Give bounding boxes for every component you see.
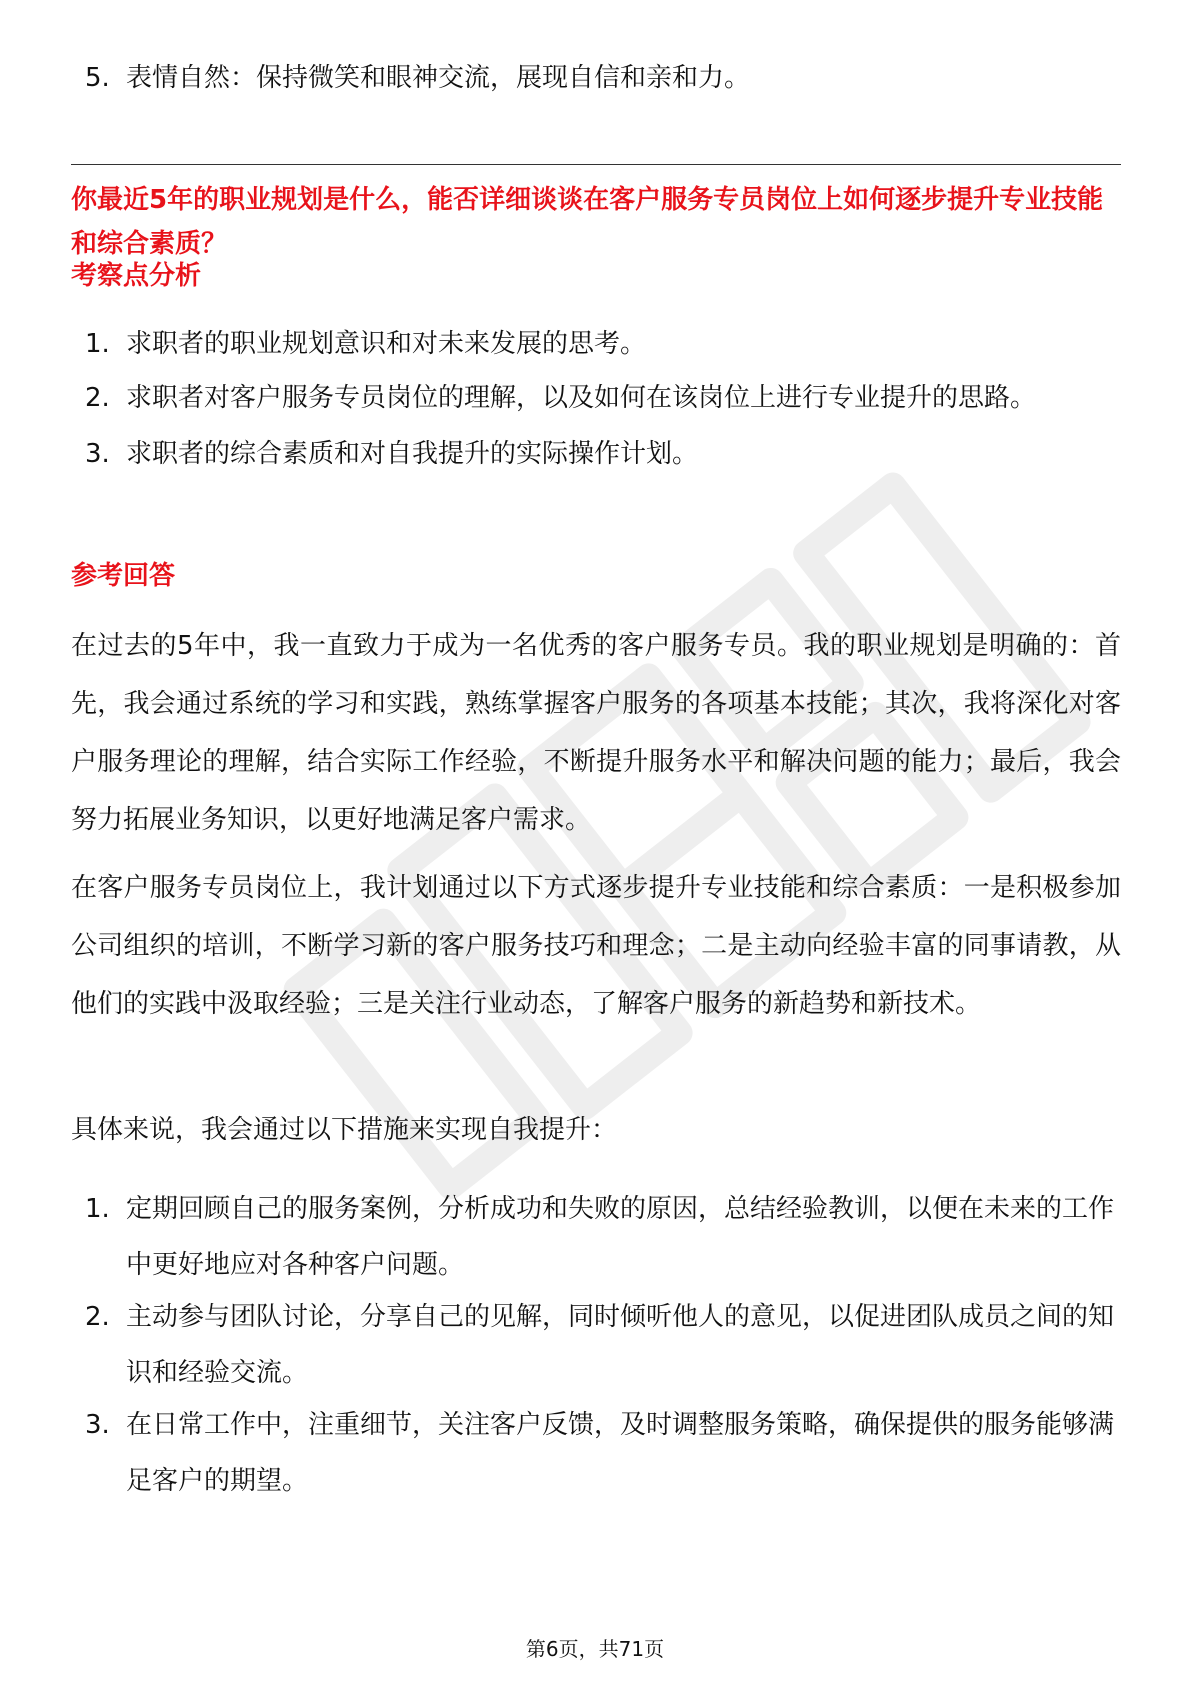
question-heading: 你最近5年的职业规划是什么，能否详细谈谈在客户服务专员岗位上如何逐步提升专业技能和综合素质？ — [71, 185, 1104, 259]
list-item — [71, 370, 1121, 426]
paragraph-text: 在过去的5年中，我一直致力于成为一名优秀的客户服务专员。我的职业规划是明确的：首先，我会通过系统的学习和实践，熟练掌握客户服务的各项基本技能；其次，我将深化对客户服务理论的理解，结合实际工作经验，不断提升服务水平和解决问题的能力；最后，我会努力拓展业务知识，以更好地满足客户需求。 — [71, 631, 1121, 835]
paragraph-text: 在客户服务专员岗位上，我计划通过以下方式逐步提升专业技能和综合素质：一是积极参加公司组织的培训，不断学习新的客户服务技巧和理念；二是主动向经验丰富的同事请教，从他们的实践中汲取经验；三是关注行业动态，了解客户服务的新趋势和新技术。 — [71, 873, 1121, 1019]
list-item — [71, 1289, 1121, 1401]
measures-list — [71, 1181, 1121, 1509]
section-divider — [71, 164, 1121, 165]
list-item — [71, 316, 1121, 372]
list-number: 5. — [85, 63, 110, 93]
answer-heading: 参考回答 — [71, 561, 176, 591]
list-text: 求职者的职业规划意识和对未来发展的思考。 — [126, 329, 647, 359]
list-number: 1. — [85, 329, 110, 359]
analysis-list — [71, 316, 1121, 482]
answer-paragraph — [71, 617, 1121, 849]
page-footer: 第6页，共71页 — [525, 1637, 665, 1661]
list-item — [71, 50, 1121, 106]
list-text: 主动参与团队讨论，分享自己的见解，同时倾听他人的意见，以促进团队成员之间的知识和经验交流。 — [126, 1302, 1115, 1388]
list-number: 3. — [85, 1410, 110, 1440]
list-number: 1. — [85, 1194, 110, 1224]
list-number: 2. — [85, 383, 110, 413]
answer-paragraph — [71, 1101, 1121, 1159]
list-text: 求职者对客户服务专员岗位的理解，以及如何在该岗位上进行专业提升的思路。 — [126, 383, 1037, 413]
list-text: 在日常工作中，注重细节，关注客户反馈，及时调整服务策略，确保提供的服务能够满足客户的期望。 — [126, 1410, 1115, 1496]
answer-paragraph — [71, 859, 1121, 1033]
list-number: 2. — [85, 1302, 110, 1332]
list-item — [71, 1397, 1121, 1509]
list-item — [71, 426, 1121, 482]
list-text: 求职者的综合素质和对自我提升的实际操作计划。 — [126, 439, 699, 469]
list-number: 3. — [85, 439, 110, 469]
list-text: 表情自然：保持微笑和眼神交流，展现自信和亲和力。 — [126, 63, 751, 93]
list-item — [71, 1181, 1121, 1293]
analysis-heading: 考察点分析 — [71, 261, 202, 291]
list-text: 定期回顾自己的服务案例，分析成功和失败的原因，总结经验教训，以便在未来的工作中更好地应对各种客户问题。 — [126, 1194, 1115, 1280]
paragraph-text: 具体来说，我会通过以下措施来实现自我提升： — [71, 1115, 618, 1145]
